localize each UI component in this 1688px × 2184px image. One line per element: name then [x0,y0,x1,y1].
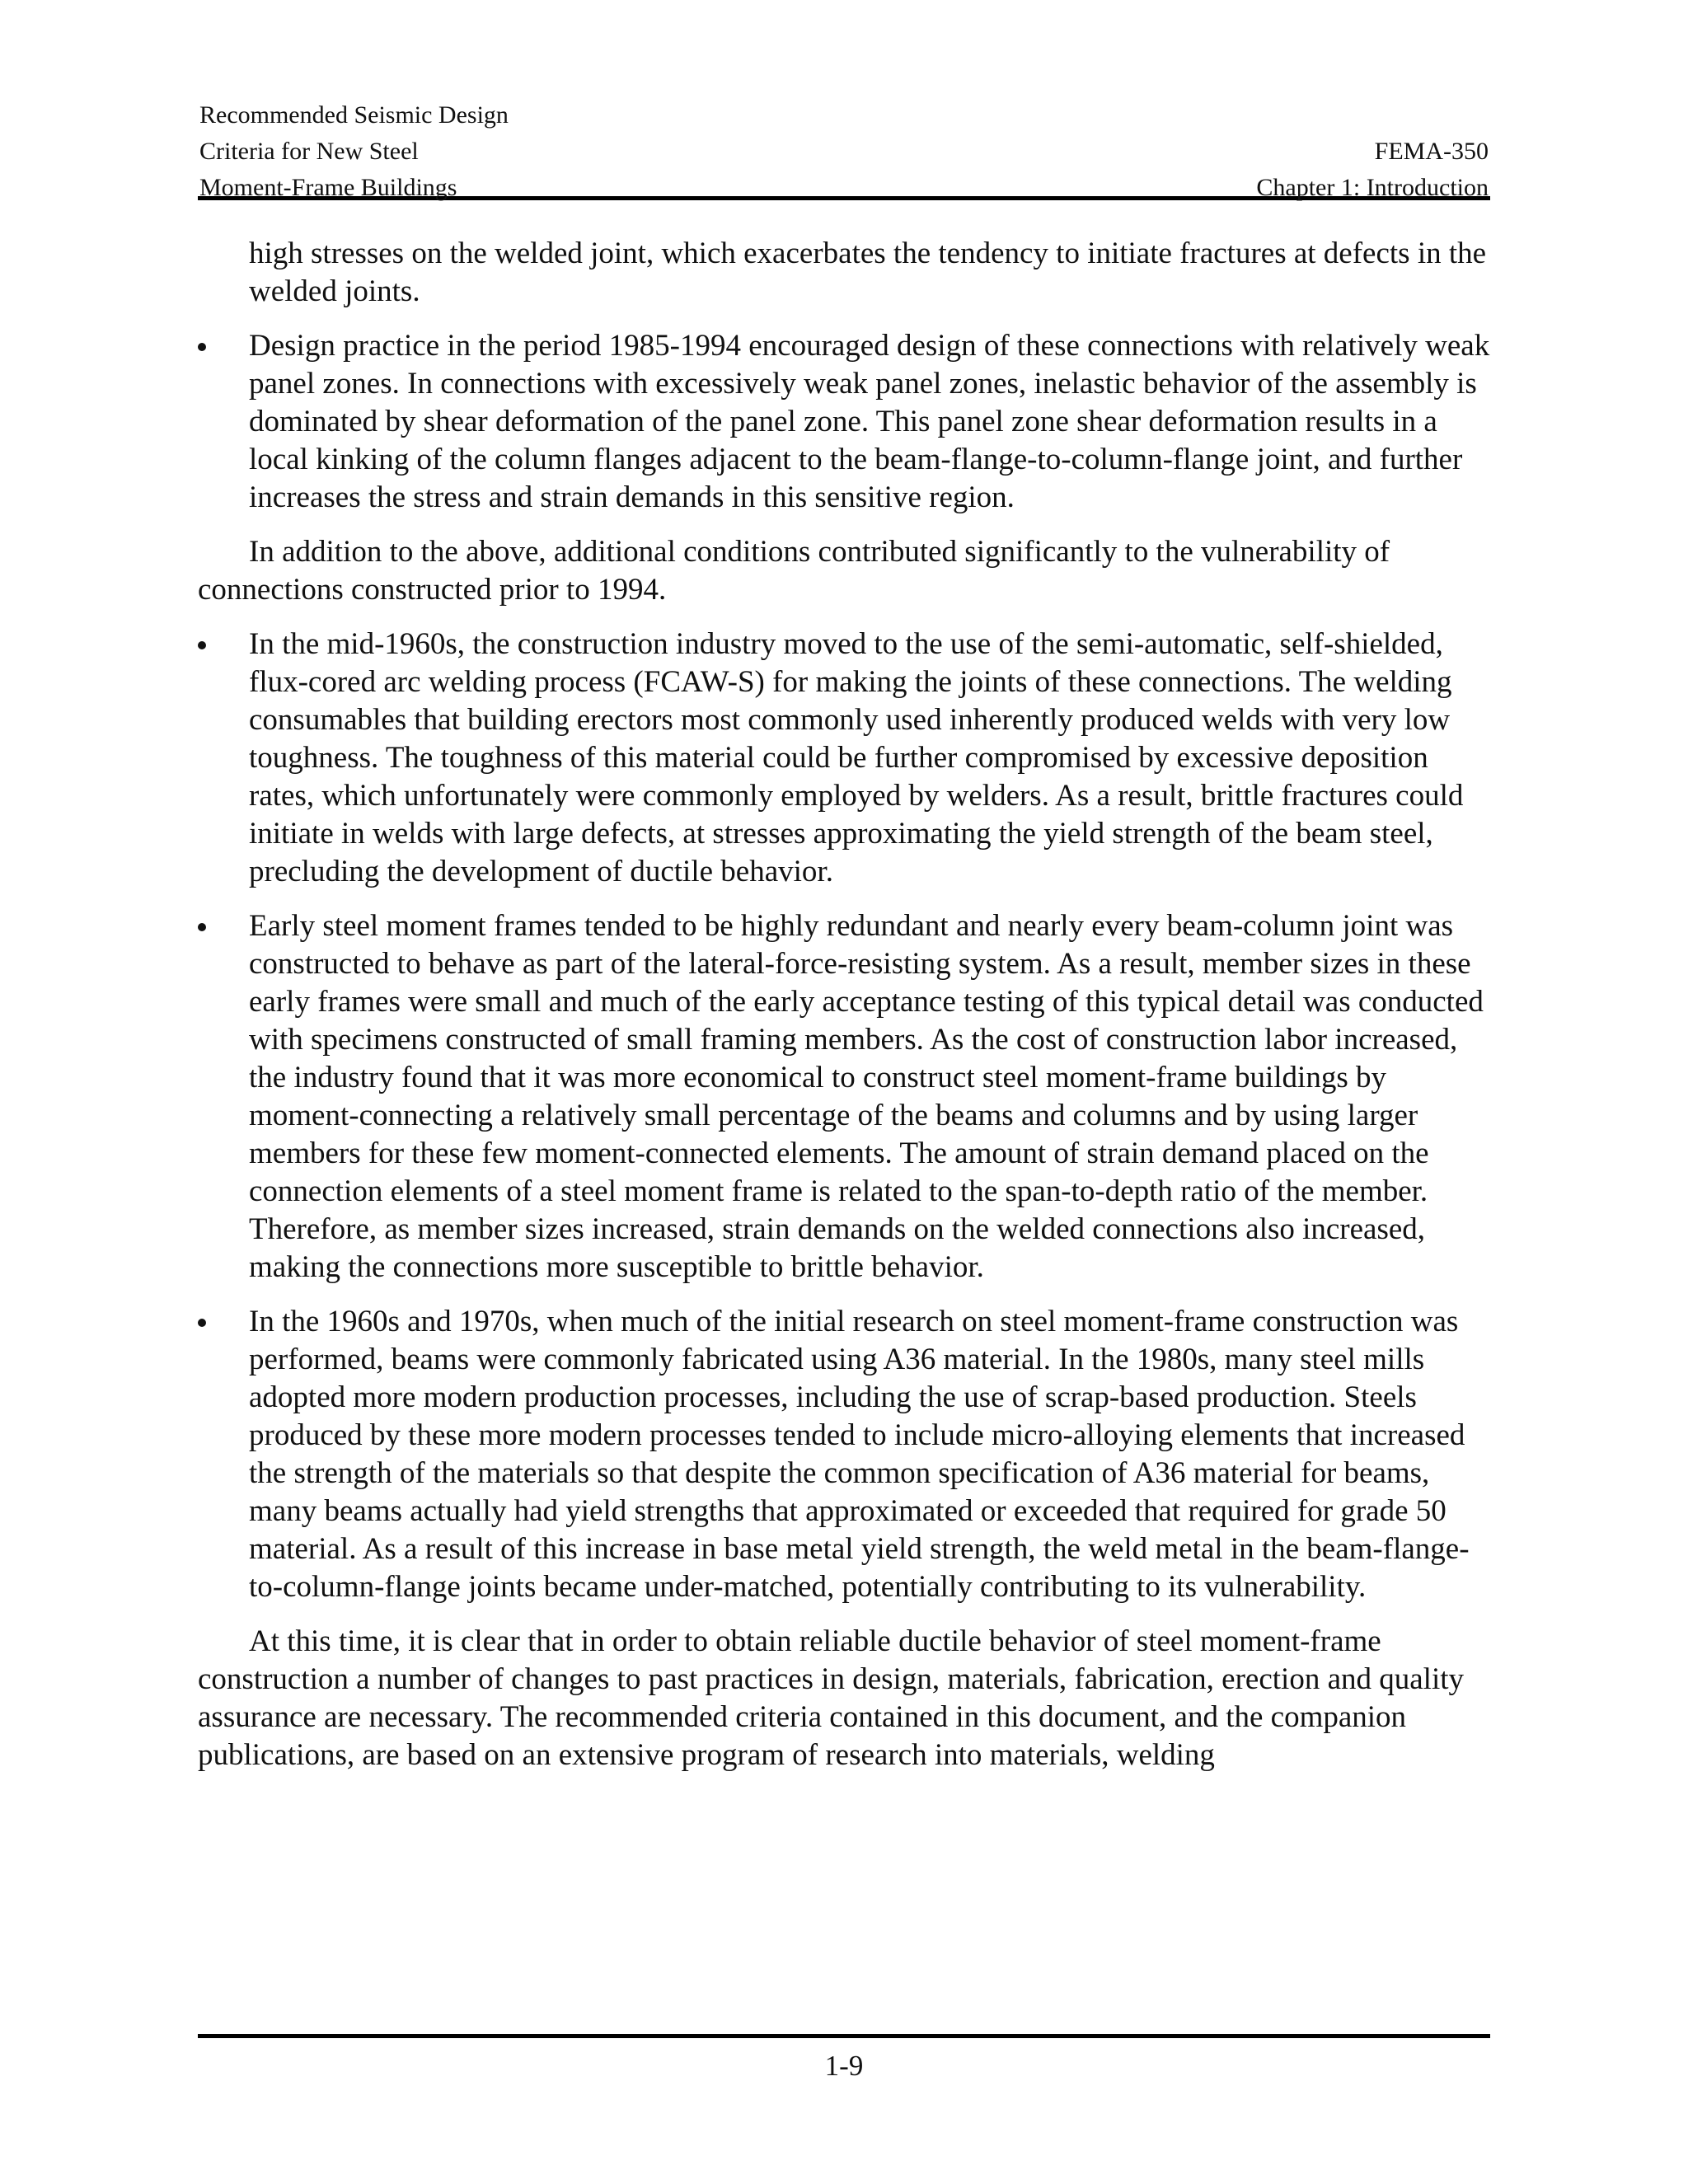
page-header [198,97,1490,200]
bullet-icon [198,641,206,649]
header-document-info [1256,134,1489,206]
bullet-item [198,907,1490,1286]
page-body [198,235,1490,1791]
bullet-text: In the 1960s and 1970s, when much of the initial research on steel moment-frame construction was performed, beams were commonly fabricated using A36 material. In the 1980s, many steel mills adopted more modern production processes, including the use of scrap-based production. Steels produced by these more modern processes tended to include micro-alloying elements that increased the strength of the materials so that despite the common specification of A36 material for beams, many beams actually had yield strengths that approximated or exceeded that required for grade 50 material. As a result of this increase in base metal yield strength, the weld metal in the beam-flange-to-column-flange joints became under-matched, potentially contributing to its vulnerability. [249,1305,1470,1604]
bullet-icon [198,1319,206,1327]
continuation-paragraph: high stresses on the welded joint, which exacerbates the tendency to initiate fractures at defects in the welded joints. [249,237,1487,308]
page-number: 1-9 [824,2050,864,2082]
header-title-line: Recommended Seismic Design [199,101,509,129]
body-paragraph: At this time, it is clear that in order to obtain reliable ductile behavior of steel moment-frame construction a number of changes to past practices in design, materials, fabrication, erection and quality assurance are necessary. The recommended criteria contained in this document, and the companion publications, are based on an extensive program of research into materials, welding [198,1624,1465,1772]
header-document-id: FEMA-350 [1374,138,1489,165]
header-title-line: Criteria for New Steel [199,138,419,165]
header-title-line: Moment-Frame Buildings [199,174,457,201]
bullet-text: In the mid-1960s, the construction industry moved to the use of the semi-automatic, self-shielded, flux-cored arc welding process (FCAW-S) for making the joints of these connections. The welding consumables that building erectors most commonly used inherently produced welds with very low toughness. The toughness of this material could be further compromised by excessive deposition rates, which unfortunately were commonly employed by welders. As a result, brittle fractures could initiate in welds with large defects, at stresses approximating the yield strength of the beam steel, precluding the development of ductile behavior. [249,627,1464,888]
bullet-text: Design practice in the period 1985-1994 encouraged design of these connections with relatively weak panel zones. In connections with excessively weak panel zones, inelastic behavior of the assembly is dominated by shear deformation of the panel zone. This panel zone shear deformation results in a local kinking of the column flanges adjacent to the beam-flange-to-column-flange joint, and further increases the stress and strain demands in this sensitive region. [249,329,1490,514]
body-paragraph: In addition to the above, additional conditions contributed significantly to the vulnerability of connections constructed prior to 1994. [198,535,1390,607]
bullet-item [198,626,1490,891]
bullet-text: Early steel moment frames tended to be highly redundant and nearly every beam-column joint was constructed to behave as part of the lateral-force-resisting system. As a result, member sizes in these early frames were small and much of the early acceptance testing of this typical detail was conducted with specimens constructed of small framing members. As the cost of construction labor increased, the industry found that it was more economical to construct steel moment-frame buildings by moment-connecting a relatively small percentage of the beams and columns and by using larger members for these few moment-connected elements. The amount of strain demand placed on the connection elements of a steel moment frame is related to the span-to-depth ratio of the member. Therefore, as member sizes increased, strain demands on the welded connections also increased, making the connections more susceptible to brittle behavior. [249,909,1484,1284]
bullet-item [198,1303,1490,1606]
header-document-title [199,97,509,206]
bullet-icon [198,923,206,931]
page-footer [198,2034,1490,2084]
bullet-item [198,327,1490,517]
header-chapter-title: Chapter 1: Introduction [1256,174,1489,201]
bullet-icon [198,343,206,351]
